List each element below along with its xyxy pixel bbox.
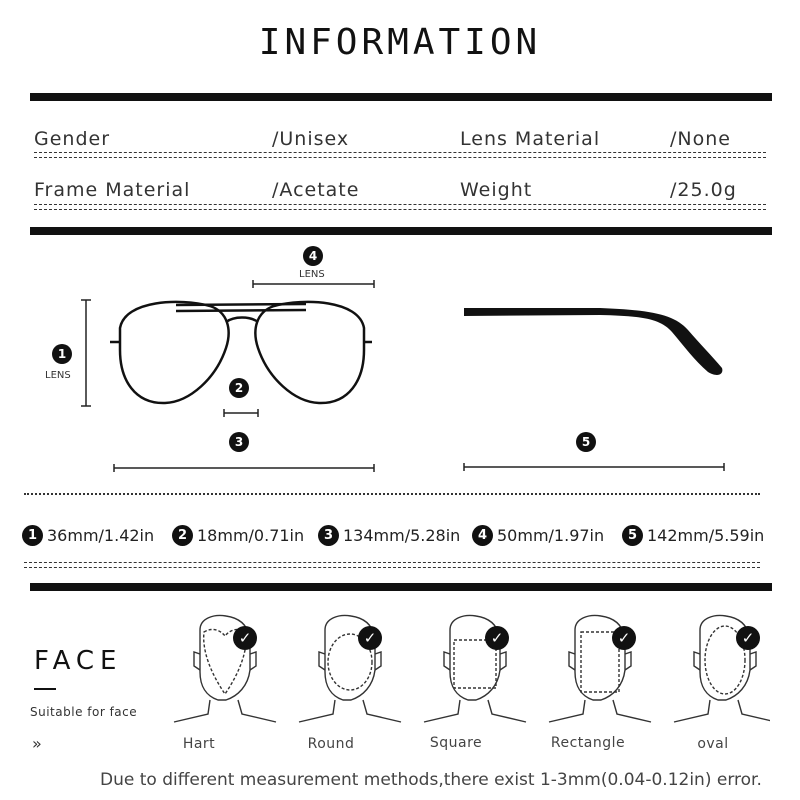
measurement-1 <box>22 520 154 550</box>
face-label-oval: oval <box>697 736 729 752</box>
double-arrow-icon: » <box>32 734 42 753</box>
lens-material-label: Lens Material <box>460 128 601 150</box>
measurement-5-value: 142mm/5.59in <box>647 525 765 545</box>
row-divider <box>34 152 766 158</box>
badge-1: 1 <box>52 344 72 364</box>
face-label-hart: Hart <box>182 736 216 752</box>
measurement-5-badge: 5 <box>622 525 643 546</box>
weight-value: /25.0g <box>670 179 737 201</box>
section-divider <box>30 583 772 591</box>
gender-value: /Unisex <box>272 128 350 150</box>
measurement-2-badge: 2 <box>172 525 193 546</box>
check-icon: ✓ <box>612 626 636 650</box>
measurement-1-badge: 1 <box>22 525 43 546</box>
heart-face-icon <box>174 616 276 722</box>
badge-2: 2 <box>229 378 249 398</box>
measurement-5 <box>622 520 764 550</box>
measurement-3-value: 134mm/5.28in <box>343 525 461 545</box>
check-icon: ✓ <box>485 626 509 650</box>
disclaimer-text: Due to different measurement methods,there exist 1-3mm(0.04-0.12in) error. <box>100 770 762 790</box>
measurement-3-badge: 3 <box>318 525 339 546</box>
row-divider <box>34 204 766 210</box>
top-divider <box>30 93 772 101</box>
check-icon: ✓ <box>736 626 760 650</box>
badge-5: 5 <box>576 432 596 452</box>
lens-height-label: LENS <box>45 370 71 381</box>
check-icon: ✓ <box>358 626 382 650</box>
temple-arm-icon <box>464 308 722 375</box>
frame-material-label: Frame Material <box>34 179 191 201</box>
section-divider <box>30 227 772 235</box>
badge-3: 3 <box>229 432 249 452</box>
measurement-2-value: 18mm/0.71in <box>197 525 305 545</box>
square-face-icon <box>424 616 526 722</box>
round-face-icon <box>299 616 401 722</box>
weight-label: Weight <box>460 179 533 201</box>
rectangle-face-icon <box>549 616 651 722</box>
gender-label: Gender <box>34 128 111 150</box>
measurement-4-badge: 4 <box>472 525 493 546</box>
dotted-divider <box>24 493 760 495</box>
measurement-2 <box>172 520 304 550</box>
measurement-3 <box>318 520 460 550</box>
lens-width-label: LENS <box>299 269 325 280</box>
face-subtitle: Suitable for face <box>30 705 138 719</box>
check-icon: ✓ <box>233 626 257 650</box>
measurement-4-value: 50mm/1.97in <box>497 525 605 545</box>
face-label-square: Square <box>429 735 483 751</box>
frame-material-value: /Acetate <box>272 179 360 201</box>
face-label-rectangle: Rectangle <box>550 735 626 751</box>
face-label-round: Round <box>307 736 355 752</box>
face-title: FACE <box>34 646 123 676</box>
lens-material-value: /None <box>670 128 731 150</box>
badge-4: 4 <box>303 246 323 266</box>
measurement-4 <box>472 520 604 550</box>
measurement-1-value: 36mm/1.42in <box>47 525 155 545</box>
face-underline <box>34 688 56 690</box>
glasses-diagram <box>0 235 800 485</box>
page-title: INFORMATION <box>258 22 542 63</box>
wavy-divider <box>24 562 760 568</box>
